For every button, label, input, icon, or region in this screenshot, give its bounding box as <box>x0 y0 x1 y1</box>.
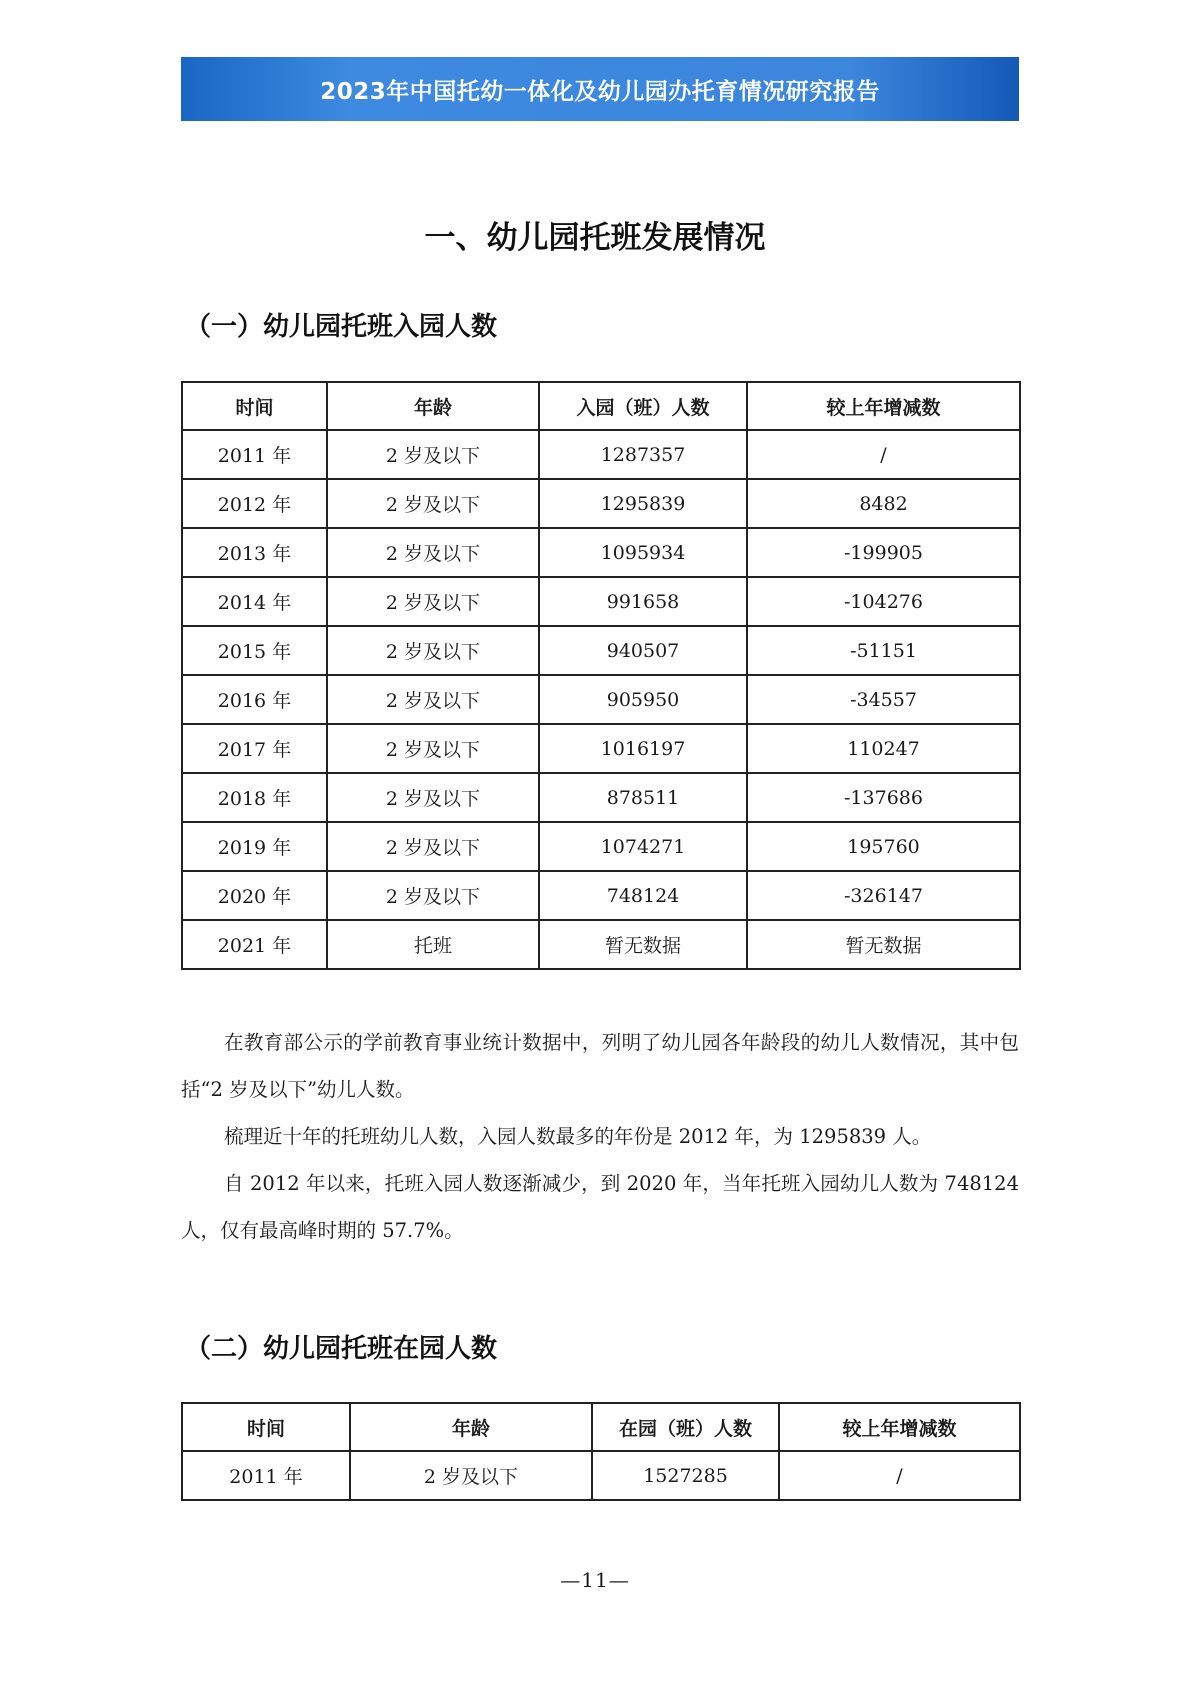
column-header: 年龄 <box>327 382 539 430</box>
table-cell: 905950 <box>539 675 747 724</box>
table-cell: -137686 <box>747 773 1020 822</box>
column-header: 在园（班）人数 <box>592 1403 779 1451</box>
table-row <box>182 430 1020 479</box>
section-title-in-school: （二）幼儿园托班在园人数 <box>185 1334 498 1364</box>
table-row <box>182 920 1020 969</box>
table-cell: -51151 <box>747 626 1020 675</box>
table-cell: 2011 年 <box>182 430 327 479</box>
in-school-table <box>181 1402 1021 1501</box>
table-cell: 195760 <box>747 822 1020 871</box>
table-cell: 2012 年 <box>182 479 327 528</box>
table-cell: 2 岁及以下 <box>327 675 539 724</box>
table-cell: 2018 年 <box>182 773 327 822</box>
table-cell: 1095934 <box>539 528 747 577</box>
column-header: 较上年增减数 <box>779 1403 1020 1451</box>
table-cell: 8482 <box>747 479 1020 528</box>
enrollment-table <box>181 381 1021 970</box>
table-cell: 2 岁及以下 <box>327 871 539 920</box>
table-cell: 2 岁及以下 <box>327 528 539 577</box>
table-cell: 1527285 <box>592 1451 779 1500</box>
table-cell: 991658 <box>539 577 747 626</box>
table-cell: 2015 年 <box>182 626 327 675</box>
table-cell: 托班 <box>327 920 539 969</box>
table-cell: 2 岁及以下 <box>327 577 539 626</box>
table-row <box>182 626 1020 675</box>
table-cell: -34557 <box>747 675 1020 724</box>
table-cell: 940507 <box>539 626 747 675</box>
table-row <box>182 675 1020 724</box>
column-header: 时间 <box>182 382 327 430</box>
table-row <box>182 528 1020 577</box>
table-cell: 2 岁及以下 <box>327 430 539 479</box>
table-cell: 2 岁及以下 <box>327 626 539 675</box>
table-row <box>182 724 1020 773</box>
table-cell: 2011 年 <box>182 1451 350 1500</box>
table-cell: 1074271 <box>539 822 747 871</box>
paragraph: 梳理近十年的托班幼儿人数，入园人数最多的年份是 2012 年，为 1295839 人。 <box>224 1125 932 1148</box>
table-cell: 2020 年 <box>182 871 327 920</box>
table-row <box>182 871 1020 920</box>
report-title: 2023年中国托幼一体化及幼儿园办托育情况研究报告 <box>320 78 880 105</box>
page-number: —11— <box>560 1568 630 1592</box>
report-header-banner <box>181 57 1019 121</box>
table-row <box>182 1451 1020 1500</box>
table-cell: 暂无数据 <box>747 920 1020 969</box>
table-cell: 878511 <box>539 773 747 822</box>
table-cell: / <box>779 1451 1020 1500</box>
table-row <box>182 773 1020 822</box>
column-header: 时间 <box>182 1403 350 1451</box>
table-row <box>182 479 1020 528</box>
table-cell: 2 岁及以下 <box>327 773 539 822</box>
table-cell: / <box>747 430 1020 479</box>
column-header: 入园（班）人数 <box>539 382 747 430</box>
table-cell: 1287357 <box>539 430 747 479</box>
table-row <box>182 577 1020 626</box>
table-cell: -326147 <box>747 871 1020 920</box>
table-cell: -104276 <box>747 577 1020 626</box>
table-cell: 748124 <box>539 871 747 920</box>
table-cell: 2019 年 <box>182 822 327 871</box>
paragraph: 自 2012 年以来，托班入园人数逐渐减少，到 2020 年，当年托班入园幼儿人数为 748124 人，仅有最高峰时期的 57.7%。 <box>181 1172 1019 1242</box>
table-cell: 2021 年 <box>182 920 327 969</box>
table-header-row <box>182 1403 1020 1451</box>
chapter-title: 一、幼儿园托班发展情况 <box>424 220 766 256</box>
table-cell: 1016197 <box>539 724 747 773</box>
table-cell: -199905 <box>747 528 1020 577</box>
table-cell: 2017 年 <box>182 724 327 773</box>
table-cell: 2 岁及以下 <box>327 479 539 528</box>
table-cell: 110247 <box>747 724 1020 773</box>
table-cell: 2016 年 <box>182 675 327 724</box>
table-header-row <box>182 382 1020 430</box>
column-header: 年龄 <box>350 1403 592 1451</box>
table-row <box>182 822 1020 871</box>
table-cell: 2013 年 <box>182 528 327 577</box>
table-cell: 2014 年 <box>182 577 327 626</box>
section-title-enrollment: （一）幼儿园托班入园人数 <box>185 312 498 342</box>
table-cell: 2 岁及以下 <box>327 724 539 773</box>
table-cell: 1295839 <box>539 479 747 528</box>
table-cell: 暂无数据 <box>539 920 747 969</box>
paragraph: 在教育部公示的学前教育事业统计数据中，列明了幼儿园各年龄段的幼儿人数情况，其中包括“2 岁及以下”幼儿人数。 <box>181 1031 1019 1101</box>
table-cell: 2 岁及以下 <box>327 822 539 871</box>
table-cell: 2 岁及以下 <box>350 1451 592 1500</box>
column-header: 较上年增减数 <box>747 382 1020 430</box>
